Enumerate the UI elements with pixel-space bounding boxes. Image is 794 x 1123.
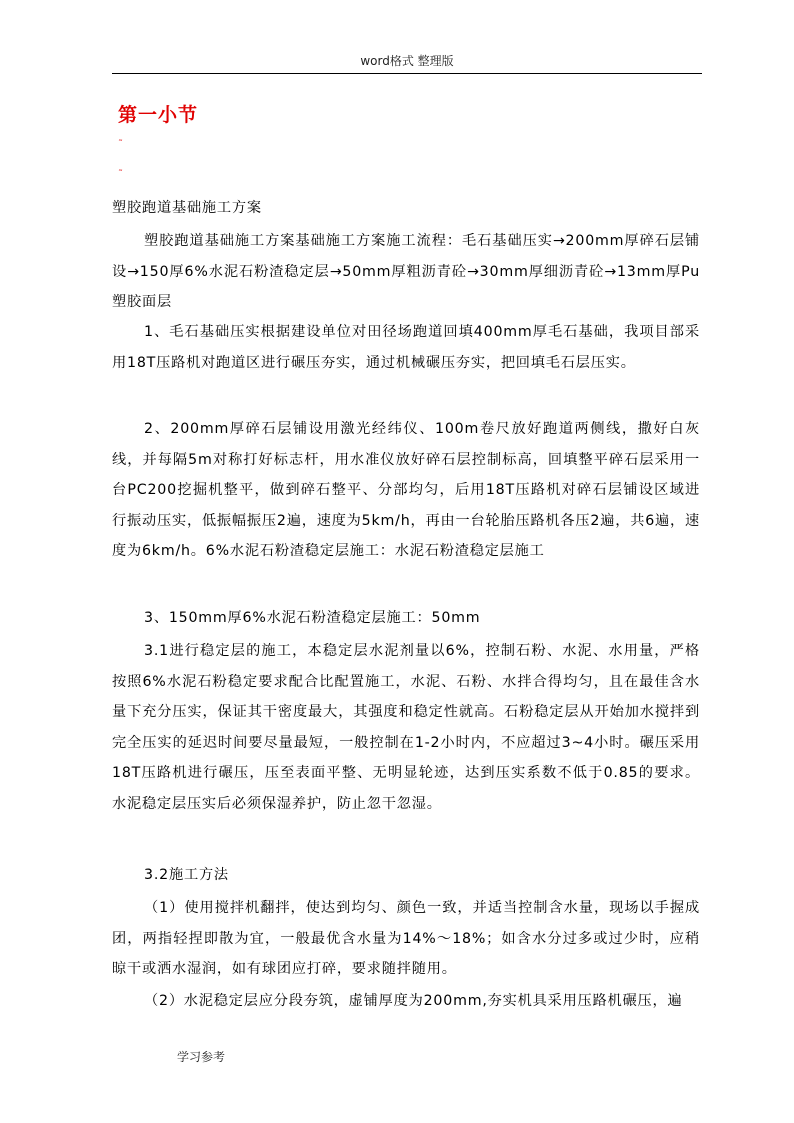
paragraph-step-2: 2、200mm厚碎石层铺设用激光经纬仪、100m卷尺放好跑道两侧线，撒好白灰线，并每隔5m对称打好标志杆，用水准仪放好碎石层控制标高，回填整平碎石层采用一台PC200挖掘机整平，做到碎石整平、分部均匀，后用18T压路机对碎石层铺设区域进行振动压实，低振幅振压2遍，速度为5km/h，再由一台轮胎压路机各压2遍，共6遍，速度为6km/h。6%水泥石粉渣稳定层施工：水泥石粉渣稳定层施工	[112, 421, 700, 559]
paragraph-step-3: 3、150mm厚6%水泥石粉渣稳定层施工：50mm	[144, 610, 481, 626]
paragraph-3-1: 3.1进行稳定层的施工，本稳定层水泥剂量以6%，控制石粉、水泥、水用量，严格按照6%水泥石粉稳定要求配合比配置施工，水泥、石粉、水拌合得均匀，且在最佳含水量下充分压实，保证其干密度最大，其强度和稳定性就高。石粉稳定层从开始加水搅拌到完全压实的延迟时间要尽量最短，一般控制在1-2小时内，不应超过3~4小时。碾压采用18T压路机进行碾压，压至表面平整、无明显轮迹，达到压实系数不低于0.85的要求。水泥稳定层压实后必须保湿养护，防止忽干忽湿。	[112, 643, 700, 812]
paragraph-mark: ˜	[118, 139, 123, 150]
paragraph-method-2: （2）水泥稳定层应分段夯筑，虚铺厚度为200mm,夯实机具采用压路机碾压，遍	[144, 993, 683, 1009]
header-rule	[112, 73, 702, 74]
doc-heading: 塑胶跑道基础施工方案	[112, 200, 262, 216]
paragraph-intro: 塑胶跑道基础施工方案基础施工方案施工流程：毛石基础压实→200mm厚碎石层铺设→150厚6%水泥石粉渣稳定层→50mm厚粗沥青砼→30mm厚细沥青砼→13mm厚Pu塑胶面层	[112, 233, 700, 310]
page-footer: 学习参考	[177, 1050, 226, 1064]
paragraph-3-2-heading: 3.2施工方法	[144, 867, 229, 883]
paragraph-step-1: 1、毛石基础压实根据建设单位对田径场跑道回填400mm厚毛石基础，我项目部采用18T压路机对跑道区进行碾压夯实，通过机械碾压夯实，把回填毛石层压实。	[112, 324, 700, 371]
paragraph-method-1: （1）使用搅拌机翻拌，使达到均匀、颜色一致，并适当控制含水量，现场以手握成团，两指轻捏即散为宜，一般最优含水量为14%～18%；如含水分过多或过少时，应稍晾干或洒水湿润，如有球团应打碎，要求随拌随用。	[112, 900, 700, 977]
page-header: word格式 整理版	[360, 54, 454, 68]
section-title: 第一小节	[118, 104, 199, 126]
paragraph-mark: ˜	[118, 169, 123, 180]
